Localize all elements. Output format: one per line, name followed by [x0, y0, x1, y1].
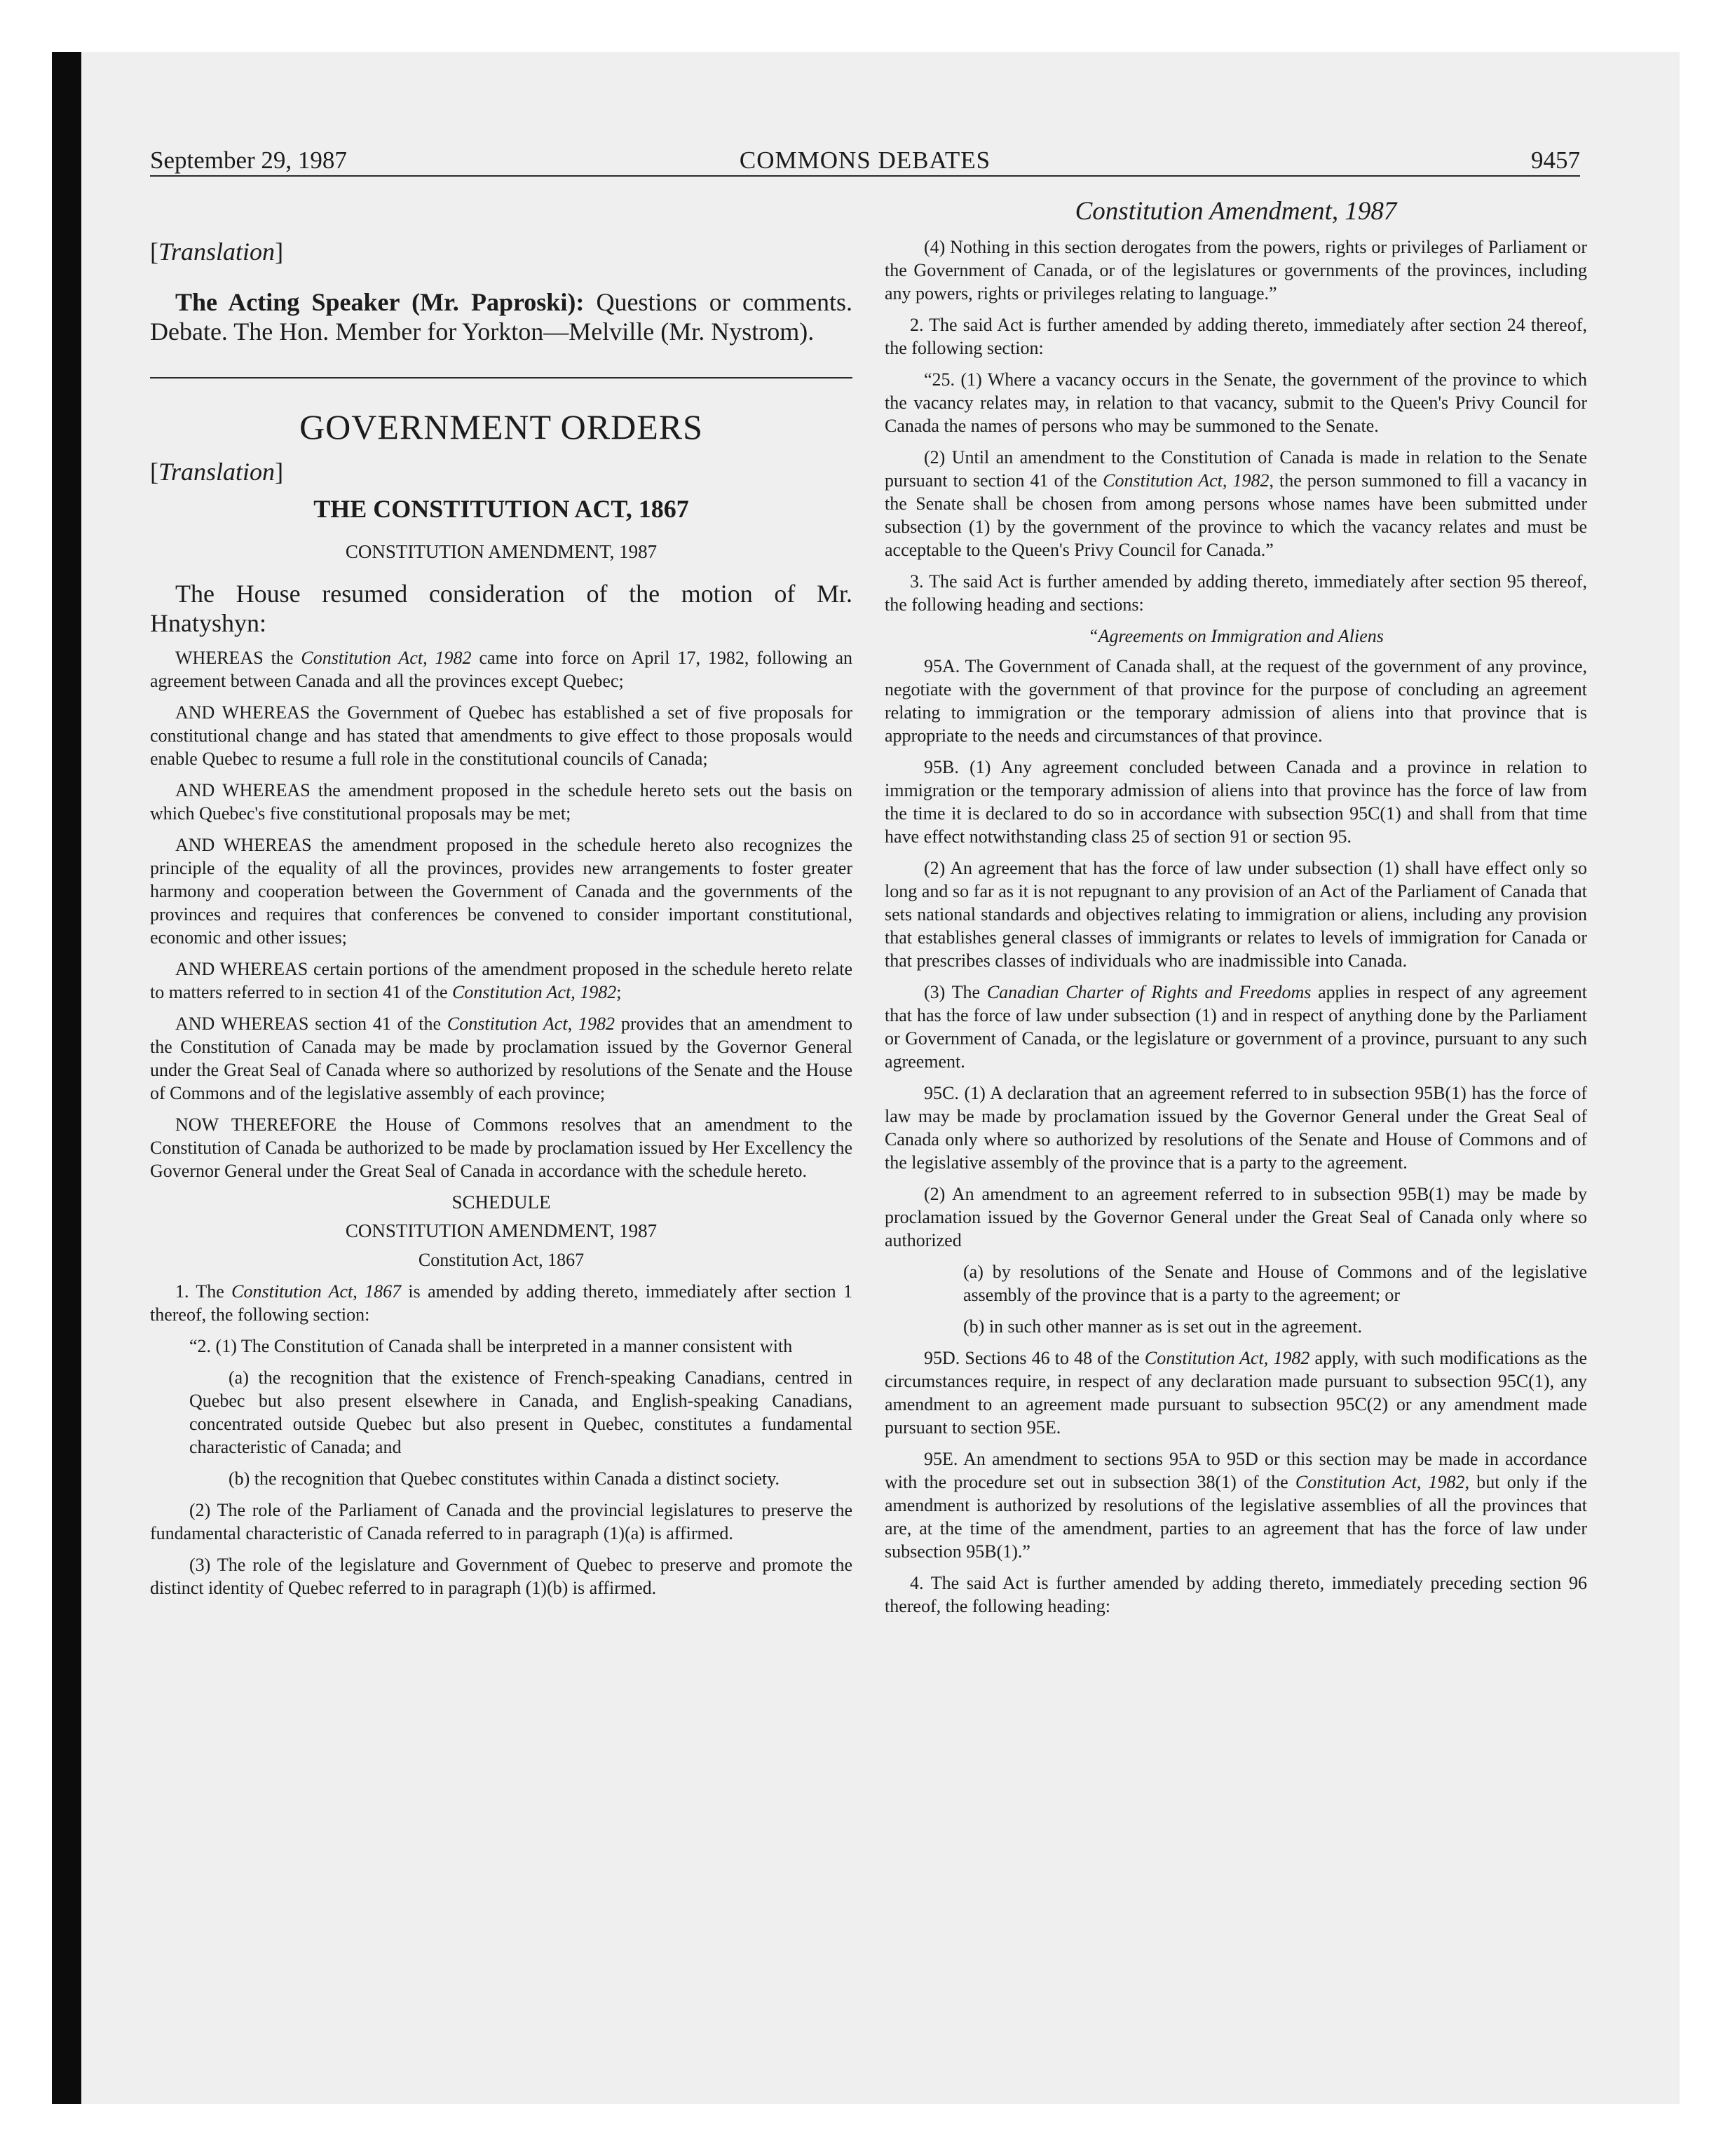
whereas-5: [150, 957, 852, 1004]
speaker-name: The Acting Speaker (Mr. Paproski):: [175, 288, 585, 316]
page-header: [150, 144, 1580, 177]
speaker-block: [150, 287, 852, 346]
section-95D-text-end: apply, with such modifications as the circumstances require, in respect of any declaration made pursuant to subsection 95C(1), any amendment to an agreement made pursuant to subsection 95C(2) or any amendment made pursuant to section 95E.: [885, 1348, 1587, 1438]
section-95B-3-text-end: applies in respect of any agreement that has the force of law under subsection (1) and in respect of anything done by the Parliament or Government of Canada, or the legislature or government of a province, pursuant to any such agreement.: [885, 982, 1588, 1072]
section-2-4: (4) Nothing in this section derogates from the powers, rights or privileges of Parliament or the Government of Canada, or of the legislatures or governments of the provinces, including any powers, rights or privileges relating to language.”: [885, 237, 1587, 303]
section-95B-3: [885, 981, 1587, 1073]
running-head: Constitution Amendment, 1987: [1075, 197, 1397, 226]
item-1: [150, 1280, 852, 1326]
act-title: THE CONSTITUTION ACT, 1867: [313, 495, 689, 523]
section-25-2: [885, 446, 1587, 561]
section-heading: GOVERNMENT ORDERS: [299, 407, 703, 446]
whereas-1-act: Constitution Act, 1982: [301, 648, 472, 668]
schedule-heading: SCHEDULE: [451, 1192, 551, 1213]
translation-label: Translation: [158, 238, 275, 266]
whereas-5-text-end: ;: [616, 982, 622, 1002]
header-date: September 29, 1987: [150, 146, 347, 174]
section-25-2-act: Constitution Act, 1982: [1103, 470, 1270, 491]
section-2-3: (3) The role of the legislature and Government of Quebec to preserve and promote the distinct identity of Quebec referred to in paragraph (1)(b) is affirmed.: [150, 1555, 852, 1598]
section-2-a: (a) the recognition that the existence of French-speaking Canadians, centred in Quebec but also present elsewhere in Canada, and English-speaking Canadians, concentrated outside Quebec but also present in Quebec, constitutes a fundamental characteristic of Canada; and: [189, 1367, 852, 1457]
section-2-2: (2) The role of the Parliament of Canada and the provincial legislatures to preserve the fundamental characteristic of Canada referred to in paragraph (1)(a) is affirmed.: [150, 1500, 852, 1543]
whereas-4: AND WHEREAS the amendment proposed in the schedule hereto also recognizes the principle of the equality of all the provinces, provides new arrangements to foster greater harmony and cooperation between the Government of Canada and the governments of the provinces and requires that conferences be convened to consider important constitutional, economic and other issues;: [150, 835, 852, 948]
section-95D: [885, 1346, 1587, 1439]
item-2: 2. The said Act is further amended by adding thereto, immediately after section 24 thereof, the following section:: [885, 315, 1587, 358]
section-95C-1: 95C. (1) A declaration that an agreement referred to in subsection 95B(1) has the force of law may be made by proclamation issued by the Governor General under the Great Seal of Canada only where so authorized by resolutions of the Senate and House of Commons and of the legislative assembly of the province that is a party to the agreement.: [885, 1083, 1587, 1173]
whereas-1: [150, 646, 852, 692]
header-page-number: 9457: [1531, 146, 1580, 174]
translation-note-2: [Translation]: [150, 458, 284, 486]
binding-edge: [52, 52, 81, 2104]
section-95C-2-a: (a) by resolutions of the Senate and House of Commons and of the legislative assembly of the province that is a party to the agreement; or: [963, 1262, 1587, 1305]
section-95C-2: (2) An amendment to an agreement referred to in subsection 95B(1) may be made by proclamation issued by the Governor General under the Great Seal of Canada only where so authorized: [885, 1184, 1587, 1250]
section-2-b: (b) the recognition that Quebec constitutes within Canada a distinct society.: [229, 1468, 780, 1489]
whereas-3: AND WHEREAS the amendment proposed in the schedule hereto sets out the basis on which Quebec's five constitutional proposals may be met;: [150, 780, 852, 824]
section-95E-act: Constitution Act, 1982: [1295, 1472, 1465, 1492]
section-95E: [885, 1447, 1587, 1563]
section-95A: 95A. The Government of Canada shall, at the request of the government of any province, negotiate with the government of that province for the purpose of concluding an agreement relating to immigration or the temporary admission of aliens into that province that is appropriate to the needs and circumstances of that province.: [885, 656, 1587, 746]
header-rule: [150, 175, 1580, 177]
item-1-text-end: is amended by adding thereto, immediately after section 1 thereof, the following section:: [150, 1281, 852, 1325]
whereas-6: [150, 1012, 852, 1105]
whereas-5-act: Constitution Act, 1982: [452, 982, 617, 1002]
header-title: COMMONS DEBATES: [739, 146, 991, 174]
section-95B-1: 95B. (1) Any agreement concluded between Canada and a province in relation to immigration or the temporary admission of aliens into that province has the force of law from the time it is declared to do so in accordance with subsection 95C(1) and shall from that time have effect notwithstanding class 25 of section 91 or section 95.: [885, 757, 1587, 847]
item-1-act: Constitution Act, 1867: [231, 1281, 402, 1302]
section-25-1: “25. (1) Where a vacancy occurs in the Senate, the government of the province to which the vacancy relates may, in relation to that vacancy, submit to the Queen's Privy Council for Canada the names of persons who may be summoned to the Senate.: [885, 369, 1587, 436]
section-95B-2: (2) An agreement that has the force of law under subsection (1) shall have effect only so long and so far as it is not repugnant to any provision of an Act of the Parliament of Canada that sets national standards and objectives relating to immigration or aliens, including any provision that establishes general classes of immigrants or relates to levels of immigration for Canada or that prescribes classes of individuals who are inadmissible into Canada.: [885, 858, 1587, 971]
section-25-2-text-end: , the person summoned to fill a vacancy in the Senate shall be chosen from among persons whose names have been submitted under subsection (1) by the government of the province to which the vacancy relates and must be acceptable to the Queen's Privy Council for Canada.”: [885, 470, 1587, 560]
translation-note: [Translation]: [150, 238, 284, 266]
section-95E-text-end: , but only if the amendment is authorized by resolutions of the legislative assemblies of all the provinces that are, at the time of the amendment, parties to an agreement that has the force of law under subsection 95B(1).”: [885, 1472, 1587, 1562]
item-4: 4. The said Act is further amended by adding thereto, immediately preceding section 96 thereof, the following heading:: [885, 1573, 1587, 1616]
section-95E-text: 95E. An amendment to sections 95A to 95D or this section may be made in accordance with the procedure set out in subsection 38(1) of the: [885, 1449, 1587, 1492]
section-95D-act: Constitution Act, 1982: [1144, 1348, 1310, 1368]
item-1-text: 1. The: [175, 1281, 232, 1302]
whereas-5-text: AND WHEREAS certain portions of the amendment proposed in the schedule hereto relate to matters referred to in section 41 of the: [150, 959, 852, 1002]
section-95D-text: 95D. Sections 46 to 48 of the: [924, 1348, 1145, 1368]
schedule-subheading: CONSTITUTION AMENDMENT, 1987: [345, 1220, 658, 1241]
section-25-2-text: (2) Until an amendment to the Constitution of Canada is made in relation to the Senate pursuant to section 41 of the: [885, 447, 1587, 491]
whereas-1-text-end: came into force on April 17, 1982, following an agreement between Canada and all the provinces except Quebec;: [150, 648, 853, 691]
immigration-heading: “Agreements on Immigration and Aliens: [1088, 626, 1384, 646]
whereas-6-text: AND WHEREAS section 41 of the: [175, 1014, 447, 1034]
now-therefore: NOW THEREFORE the House of Commons resolves that an amendment to the Constitution of Canada be authorized to be made by proclamation issued by Her Excellency the Governor General under the Great Seal of Canada in accordance with the schedule hereto.: [150, 1114, 852, 1181]
whereas-2: AND WHEREAS the Government of Quebec has established a set of five proposals for constitutional change and has stated that amendments to give effect to those proposals would enable Quebec to resume a full role in the constitutional councils of Canada;: [150, 702, 852, 769]
section-95B-3-text: (3) The: [924, 982, 987, 1002]
resumed-text: The House resumed consideration of the motion of Mr. Hnatyshyn:: [150, 580, 852, 637]
section-95C-2-b: (b) in such other manner as is set out in the agreement.: [963, 1316, 1362, 1337]
section-95B-3-charter: Canadian Charter of Rights and Freedoms: [986, 982, 1312, 1002]
right-column: [885, 196, 1587, 1626]
section-2-1: “2. (1) The Constitution of Canada shall be interpreted in a manner consistent with: [189, 1336, 793, 1356]
item-3: 3. The said Act is further amended by adding thereto, immediately after section 95 thereof, the following heading and sections:: [885, 571, 1587, 615]
act-subtitle: CONSTITUTION AMENDMENT, 1987: [345, 541, 658, 562]
speaker-text: Questions or comments. Debate. The Hon. Member for Yorkton—Melville (Mr. Nystrom).: [150, 288, 852, 346]
schedule-act: Constitution Act, 1867: [418, 1250, 585, 1270]
whereas-1-text: WHEREAS the: [175, 648, 301, 668]
whereas-6-act: Constitution Act, 1982: [447, 1014, 615, 1034]
whereas-6-text-end: provides that an amendment to the Constitution of Canada may be made by proclamation issued by the Governor General under the Great Seal of Canada where so authorized by resolutions of the Senate and the House of Commons and of the legislative assembly of each province;: [150, 1014, 852, 1103]
left-column: [150, 196, 852, 1608]
section-divider: [150, 377, 852, 378]
translation-label-2: Translation: [158, 458, 275, 486]
resumed-consideration: [150, 579, 852, 638]
